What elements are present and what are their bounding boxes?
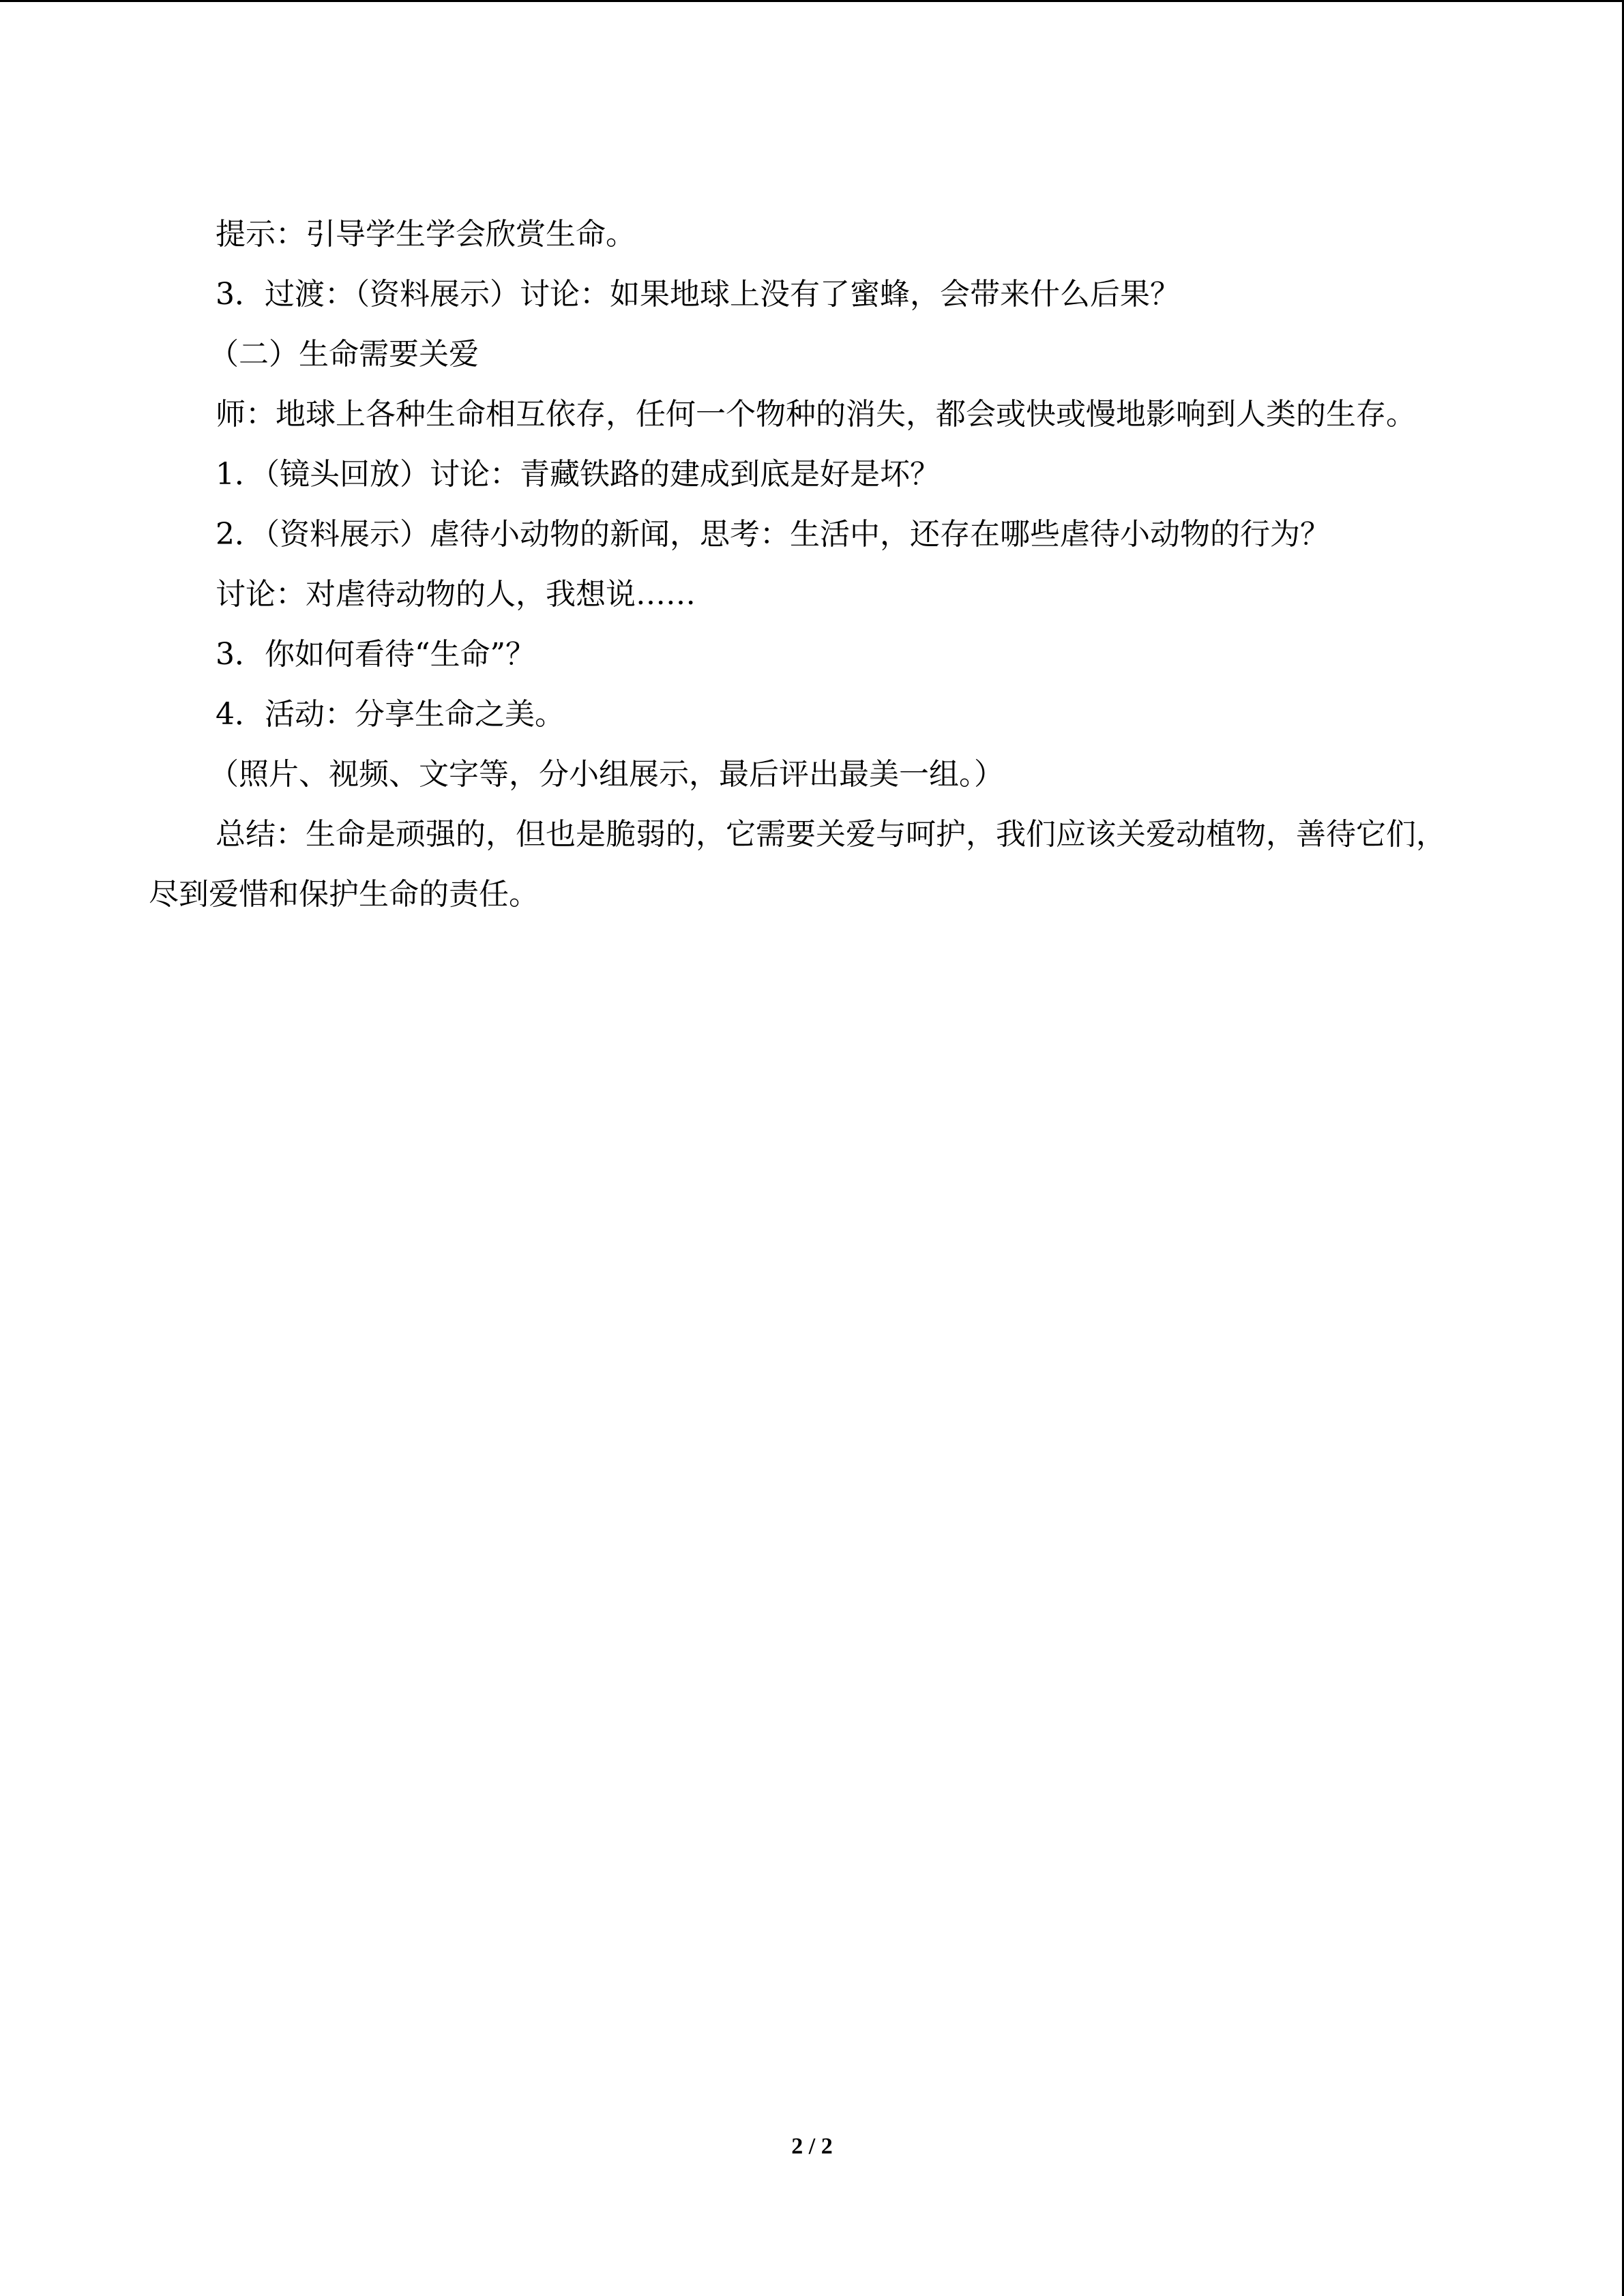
paragraph-transition: 3．过渡：（资料展示）讨论：如果地球上没有了蜜蜂，会带来什么后果？ [216, 277, 1180, 312]
paragraph-item-3: 3．你如何看待“生命”？ [216, 637, 535, 672]
paragraph-item-1: 1．（镜头回放）讨论：青藏铁路的建成到底是好是坏？ [216, 457, 940, 492]
paragraph-activity-note: （照片、视频、文字等，分小组展示，最后评出最美一组。） [209, 757, 1004, 792]
paragraph-item-2: 2．（资料展示）虐待小动物的新闻，思考：生活中，还存在哪些虐待小动物的行为？ [216, 517, 1330, 552]
section-heading: （二）生命需要关爱 [209, 337, 479, 372]
paragraph-item-4: 4．活动：分享生命之美。 [216, 697, 565, 732]
paragraph-hint: 提示：引导学生学会欣赏生命。 [216, 217, 636, 252]
paragraph-summary: 总结：生命是顽强的，但也是脆弱的，它需要关爱与呵护，我们应该关爱动植物，善待它们，尽到爱惜和保护生命的责任。 [149, 817, 1446, 912]
document-body [149, 205, 1458, 925]
paragraph-teacher: 师：地球上各种生命相互依存，任何一个物种的消失，都会或快或慢地影响到人类的生存。 [216, 397, 1416, 432]
page-number: 2 / 2 [791, 2134, 833, 2159]
paragraph-discussion: 讨论：对虐待动物的人，我想说…… [216, 577, 696, 612]
